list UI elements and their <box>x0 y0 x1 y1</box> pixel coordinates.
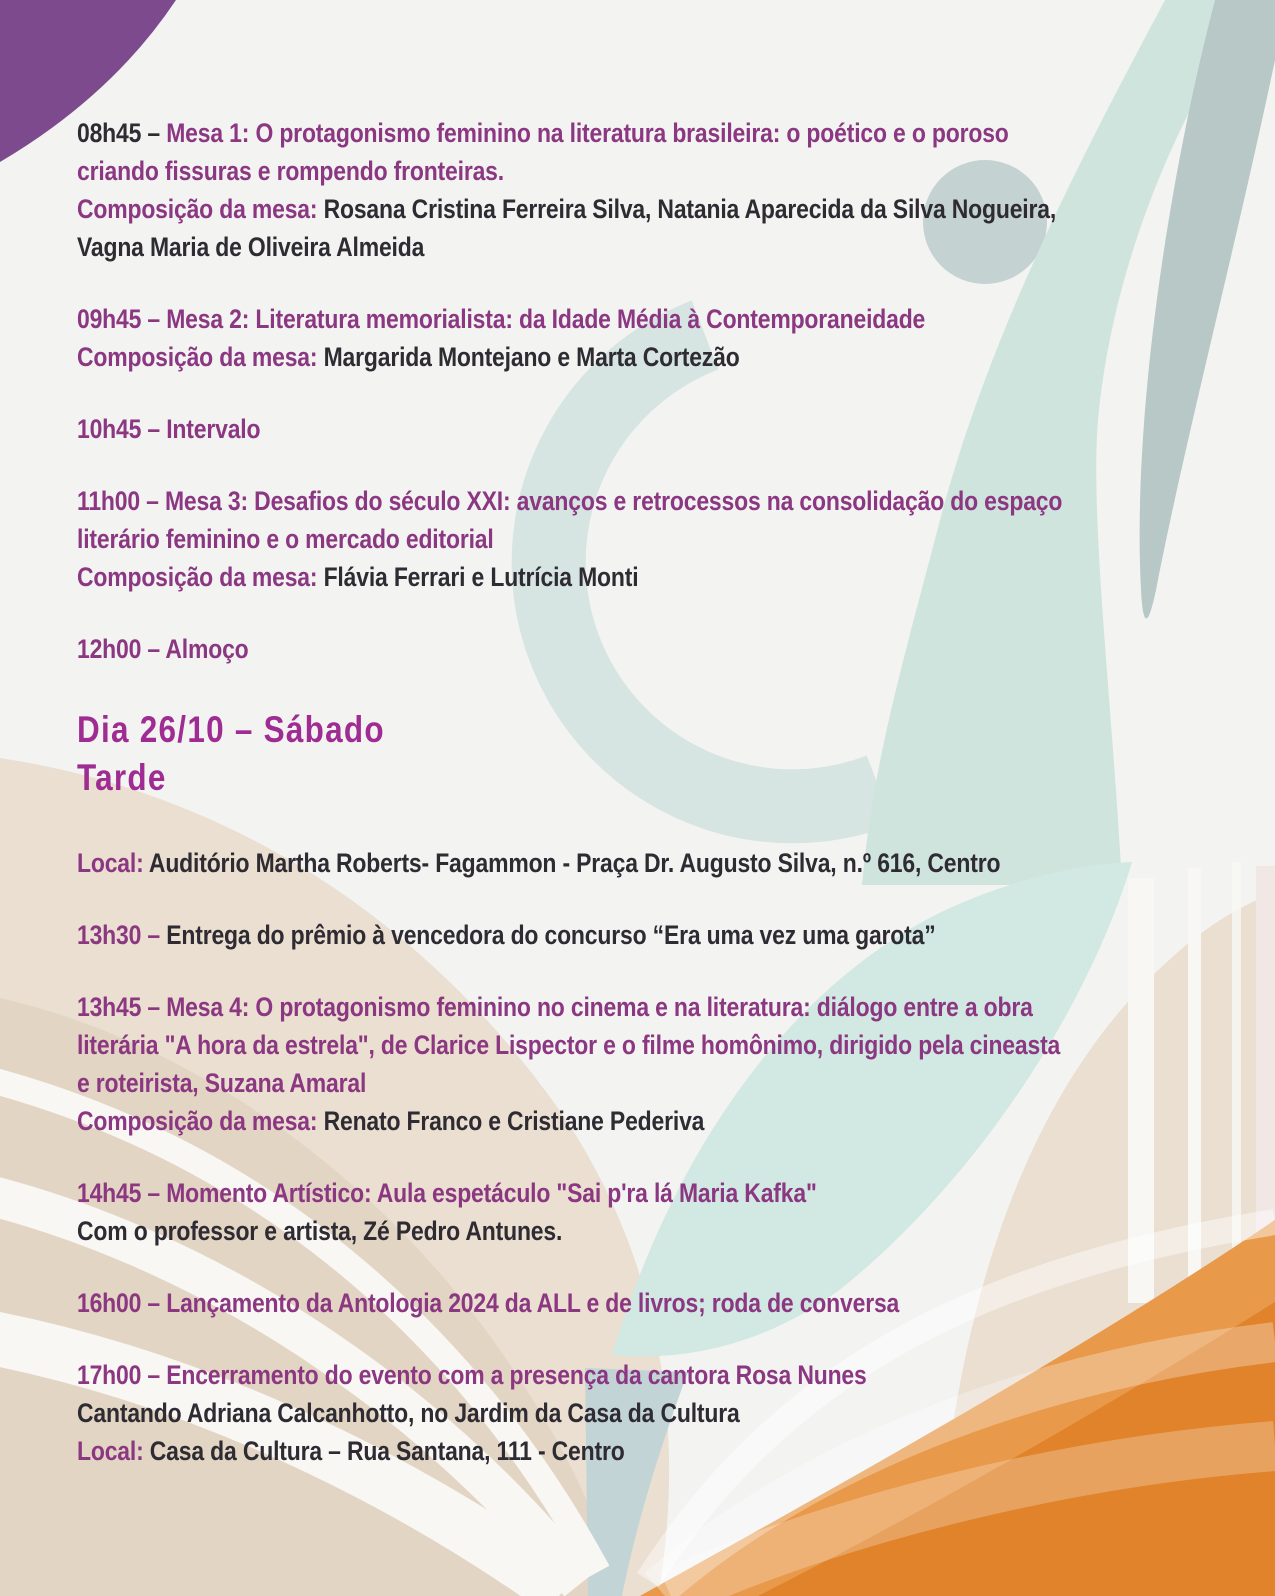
schedule-text-segment: Composição da mesa: <box>77 342 324 372</box>
schedule-line <box>77 482 1250 520</box>
schedule-text-segment: Vagna Maria de Oliveira Almeida <box>77 232 425 262</box>
schedule-text-segment: Com o professor e artista, Zé Pedro Antunes. <box>77 1216 563 1246</box>
schedule-text-segment: Flávia Ferrari e Lutrícia Monti <box>323 562 639 592</box>
schedule-line <box>77 152 1250 190</box>
schedule-text-segment: Rosana Cristina Ferreira Silva, Natania Aparecida da Silva Nogueira, <box>323 194 1057 224</box>
day-heading-period: Tarde <box>77 757 167 798</box>
schedule-line <box>77 114 1250 152</box>
schedule-line <box>77 300 1250 338</box>
schedule-text-segment: 10h45 – Intervalo <box>77 414 261 444</box>
schedule-line <box>77 844 1250 882</box>
schedule-block <box>77 410 1250 448</box>
schedule-text-segment: Composição da mesa: <box>77 562 324 592</box>
morning-schedule <box>77 114 1250 668</box>
schedule-block <box>77 300 1250 376</box>
schedule-text-segment: Renato Franco e Cristiane Pederiva <box>323 1106 705 1136</box>
schedule-line <box>77 1064 1250 1102</box>
schedule-text-segment: Margarida Montejano e Marta Cortezão <box>323 342 740 372</box>
schedule-line <box>77 1394 1250 1432</box>
schedule-block <box>77 1174 1250 1250</box>
schedule-line <box>77 1102 1250 1140</box>
schedule-line <box>77 228 1250 266</box>
schedule-text-segment: 14h45 – Momento Artístico: Aula espetáculo "Sai p'ra lá Maria Kafka" <box>77 1178 817 1208</box>
schedule-block <box>77 114 1250 266</box>
schedule-text-segment: Casa da Cultura – Rua Santana, 111 - Centro <box>149 1436 625 1466</box>
day-heading-date: Dia 26/10 – Sábado <box>77 709 385 750</box>
schedule-text-segment: literário feminino e o mercado editorial <box>77 524 494 554</box>
schedule-line <box>77 1026 1250 1064</box>
schedule-text-segment: 16h00 – Lançamento da Antologia 2024 da ALL e de livros; roda de conversa <box>77 1288 900 1318</box>
schedule-text-segment: Auditório Martha Roberts- Fagammon - Praça Dr. Augusto Silva, n.º 616, Centro <box>148 848 1001 878</box>
schedule-text-segment: literária "A hora da estrela", de Clarice Lispector e o filme homônimo, dirigido pela cineasta <box>77 1030 1061 1060</box>
schedule-line <box>77 988 1250 1026</box>
schedule-line <box>77 410 1250 448</box>
schedule-text-segment: Cantando Adriana Calcanhotto, no Jardim da Casa da Cultura <box>77 1398 740 1428</box>
schedule-line <box>77 1356 1250 1394</box>
schedule-block <box>77 988 1250 1140</box>
schedule-line <box>77 558 1250 596</box>
schedule-text-segment: 13h30 – <box>77 920 167 950</box>
schedule-text-segment: Composição da mesa: <box>77 1106 324 1136</box>
schedule-text-segment: Local: <box>77 848 149 878</box>
schedule-text-segment: 12h00 – Almoço <box>77 634 249 664</box>
schedule-content <box>77 114 1250 1504</box>
schedule-block <box>77 844 1250 882</box>
schedule-line <box>77 1174 1250 1212</box>
schedule-line <box>77 916 1250 954</box>
schedule-line <box>77 1284 1250 1322</box>
schedule-line <box>77 630 1250 668</box>
schedule-block <box>77 916 1250 954</box>
schedule-block <box>77 630 1250 668</box>
day-heading <box>77 706 1250 802</box>
schedule-text-segment: Mesa 1: O protagonismo feminino na literatura brasileira: o poético e o poroso <box>166 118 1009 148</box>
schedule-text-segment: e roteirista, Suzana Amaral <box>77 1068 367 1098</box>
schedule-block <box>77 1284 1250 1322</box>
schedule-text-segment: 11h00 – Mesa 3: Desafios do século XXI: avanços e retrocessos na consolidação do espaço <box>77 486 1063 516</box>
schedule-line <box>77 520 1250 558</box>
schedule-line <box>77 190 1250 228</box>
schedule-line <box>77 1212 1250 1250</box>
schedule-text-segment: Composição da mesa: <box>77 194 324 224</box>
schedule-block <box>77 1356 1250 1470</box>
schedule-block <box>77 482 1250 596</box>
schedule-line <box>77 338 1250 376</box>
schedule-text-segment: 09h45 – Mesa 2: Literatura memorialista: da Idade Média à Contemporaneidade <box>77 304 926 334</box>
schedule-text-segment: 13h45 – Mesa 4: O protagonismo feminino no cinema e na literatura: diálogo entre a obra <box>77 992 1033 1022</box>
schedule-line <box>77 1432 1250 1470</box>
schedule-text-segment: 17h00 – Encerramento do evento com a presença da cantora Rosa Nunes <box>77 1360 867 1390</box>
schedule-text-segment: Entrega do prêmio à vencedora do concurso “Era uma vez uma garota” <box>166 920 936 950</box>
schedule-text-segment: 08h45 – <box>77 118 167 148</box>
afternoon-schedule <box>77 844 1250 1470</box>
schedule-text-segment: criando fissuras e rompendo fronteiras. <box>77 156 504 186</box>
schedule-text-segment: Local: <box>77 1436 150 1466</box>
